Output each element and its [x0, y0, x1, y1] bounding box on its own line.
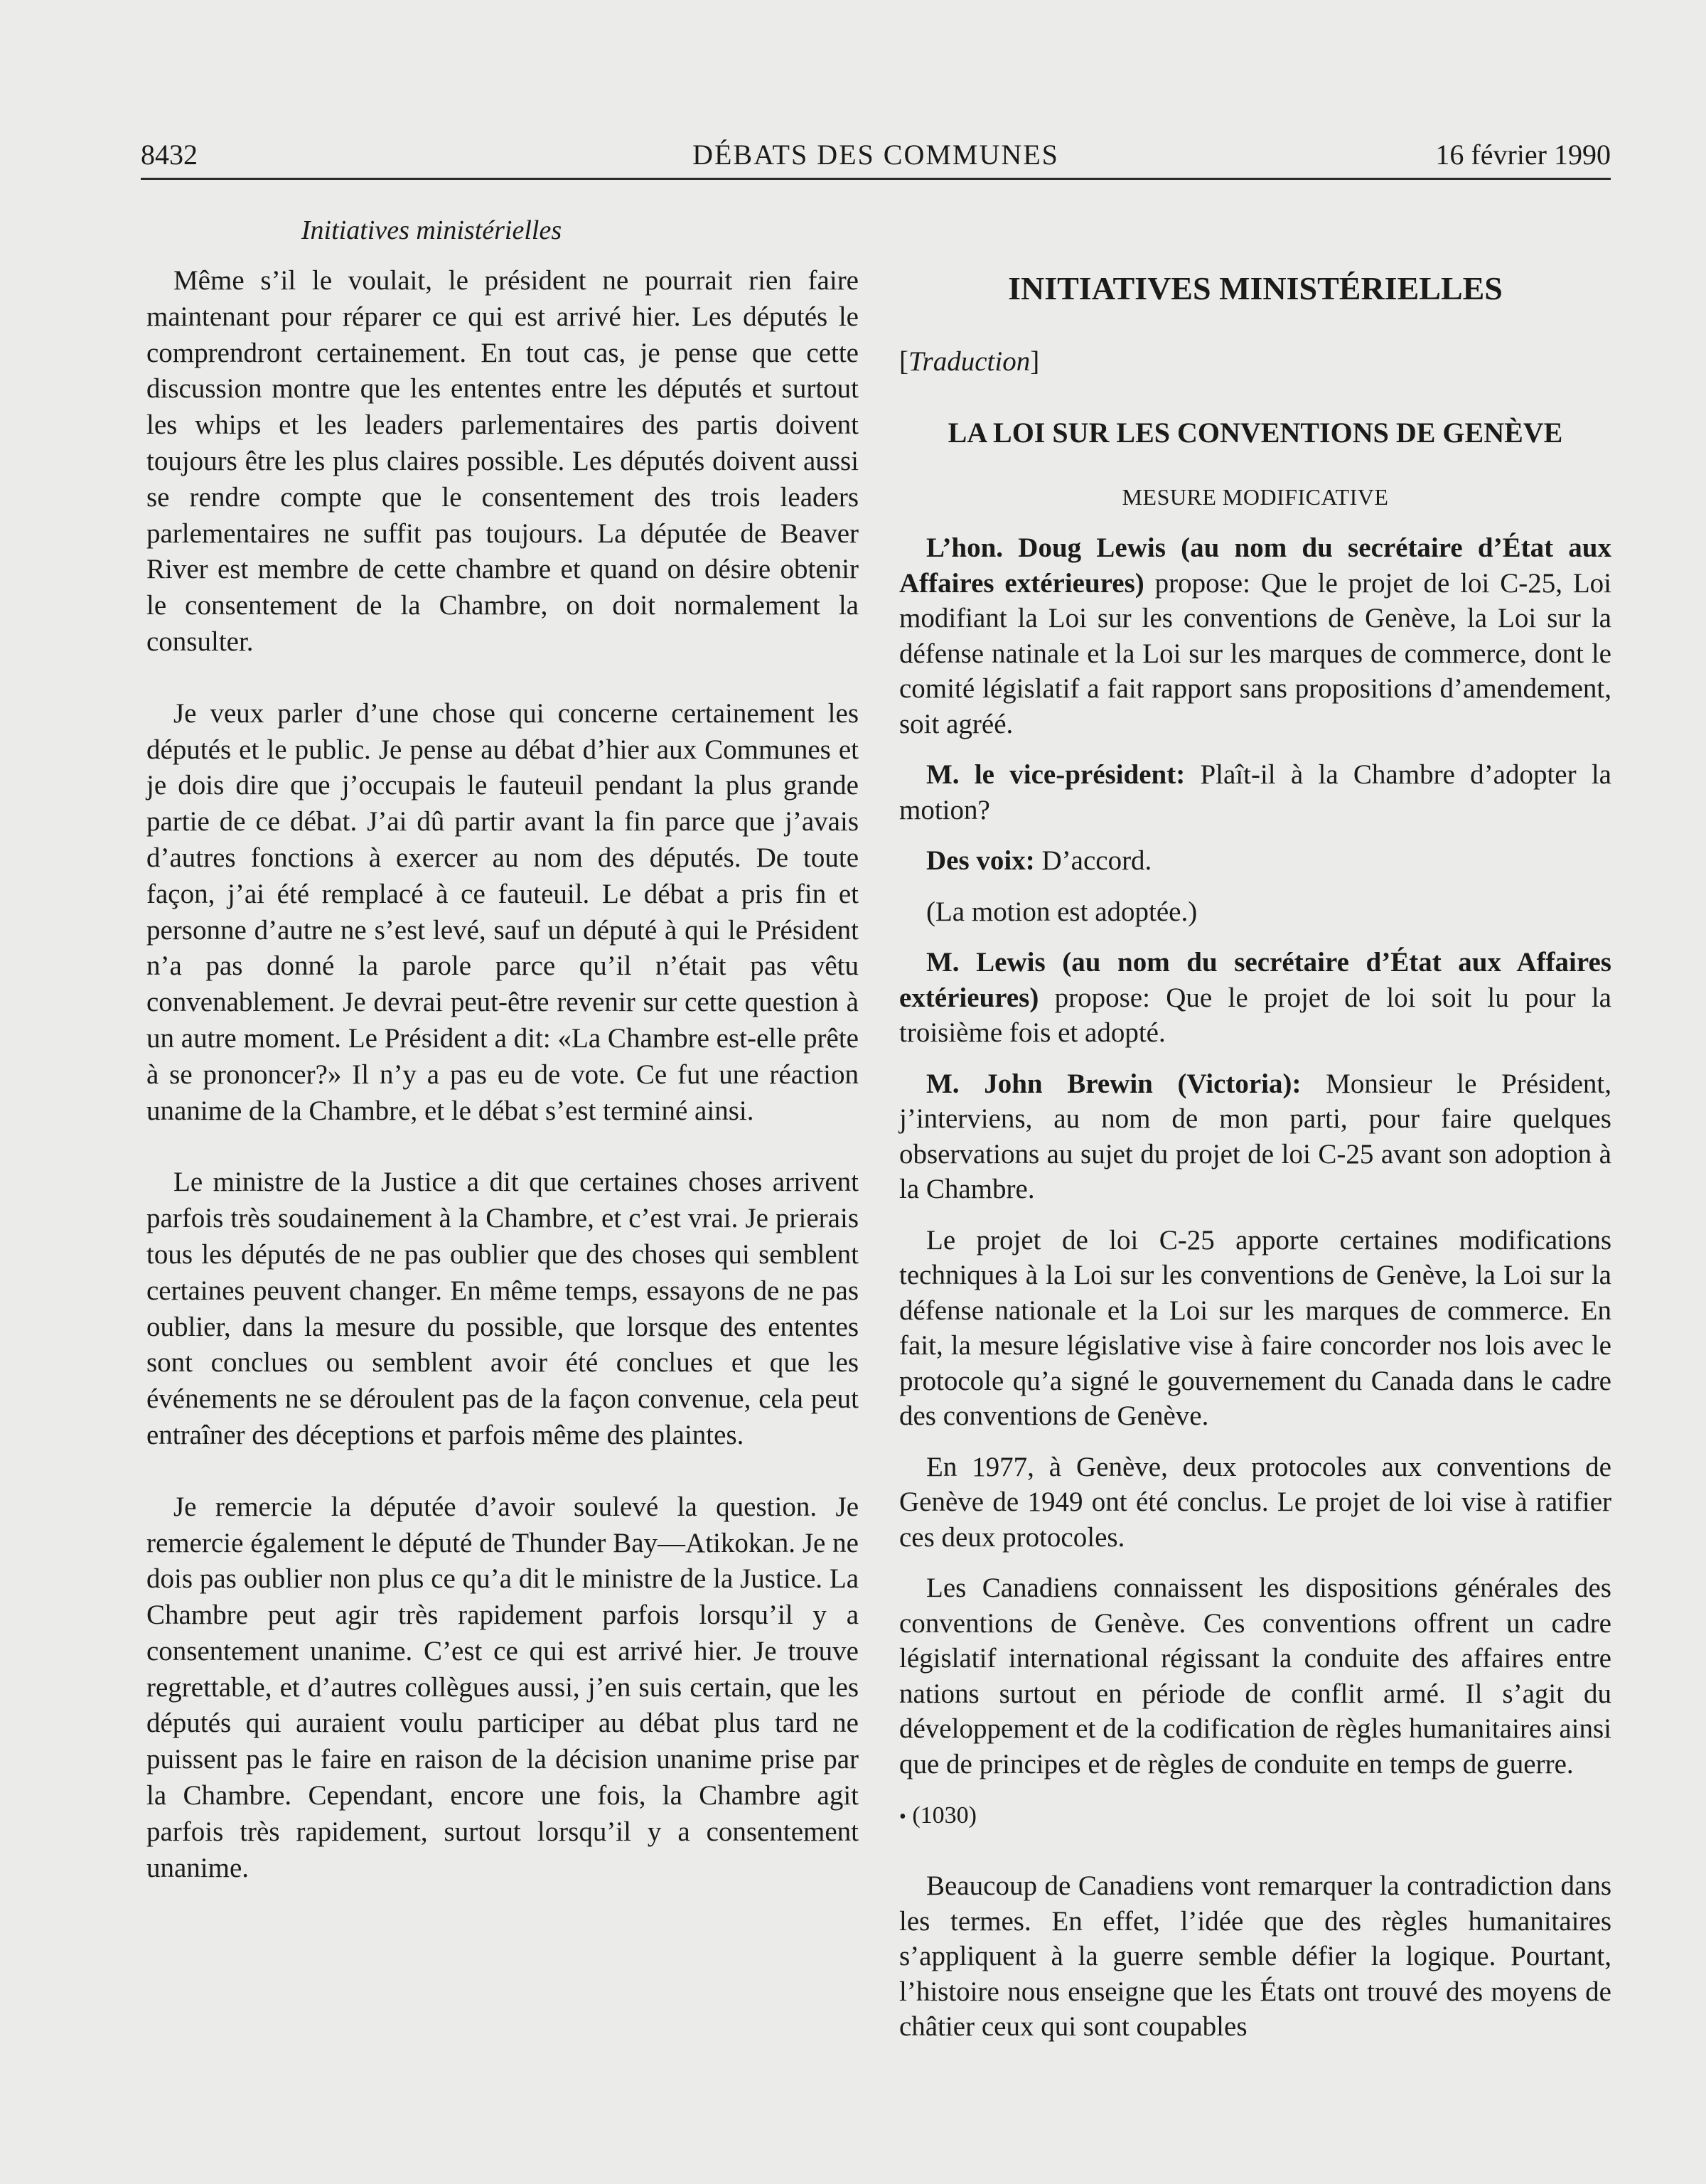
speaker-name: Des voix: — [926, 845, 1035, 876]
speaker-name: M. Lewis (au nom du secrétaire d’État aux Affaires extérieures) — [899, 947, 1611, 1013]
publication-title: DÉBATS DES COMMUNES — [692, 139, 1059, 171]
speech-text: Plaît-il à la Chambre d’adopter la motion? — [899, 759, 1611, 825]
speaker-name: M. John Brewin (Victoria): — [926, 1068, 1302, 1099]
voices-paragraph — [899, 843, 1611, 879]
speech-text: propose: Que le projet de loi soit lu pour la troisième fois et adopté. — [899, 982, 1611, 1048]
section-title: INITIATIVES MINISTÉRIELLES — [1008, 270, 1503, 306]
motion-adopted-note: (La motion est adoptée.) — [926, 896, 1198, 927]
right-column — [899, 213, 1611, 2045]
translation-label: Traduction — [908, 346, 1031, 377]
time-marker — [899, 1800, 1611, 1833]
body-paragraph: En 1977, à Genève, deux protocoles aux conventions de Genève de 1949 ont été conclus. Le projet de loi vise à ratifier ces deux protocoles. — [899, 1451, 1611, 1553]
bill-title: LA LOI SUR LES CONVENTIONS DE GENÈVE — [948, 417, 1563, 449]
left-paragraph-1: Même s’il le voulait, le président ne pourrait rien faire maintenant pour réparer ce qui est arrivé hier. Les députés le comprendront certainement. En tout cas, je pense que cette discussion montre que les ententes entre les députés et surtout les whips et les leaders parlementaires des partis doivent toujours être les plus claires possible. Les députés doivent aussi se rendre compte que le consentement des trois leaders parlementaires ne suffit pas toujours. La députée de Beaver River est membre de cette chambre et quand on désire obtenir le consentement de la Chambre, on doit normalement la consulter. — [146, 265, 859, 657]
bill-subheading: MESURE MODIFICATIVE — [1122, 484, 1389, 510]
speech-text: propose: Que le projet de loi C-25, Loi modifiant la Loi sur les conventions de Genève, la Loi sur la défense natinale et la Loi sur les marques de commerce, dont le comité législatif a fait rapport sans propositions d’amendement, soit agréé. — [899, 567, 1611, 739]
translation-note — [899, 344, 1611, 380]
left-column — [146, 213, 859, 1886]
translation-open-bracket: [ — [899, 346, 908, 377]
left-paragraph-3: Le ministre de la Justice a dit que certaines choses arrivent parfois très soudainement à la Chambre, et c’est vrai. Je prierais tous les députés de ne pas oublier que des choses qui semblent certaines peuvent changer. En même temps, essayons de ne pas oublier, dans la mesure du possible, que lorsque des ententes sont conclues ou semblent avoir été conclues et que les événements ne se déroulent pas de la façon convenue, cela peut entraîner des déceptions et parfois même des plaintes. — [146, 1167, 859, 1450]
page-number: 8432 — [141, 139, 198, 171]
speaker-name: M. le vice-président: — [926, 759, 1186, 790]
time-marker-text: (1030) — [912, 1802, 977, 1829]
body-paragraph: Le projet de loi C-25 apporte certaines modifications techniques à la Loi sur les conventions de Genève, la Loi sur la défense nationale et la Loi sur les marques de commerce. En fait, la mesure législative vise à faire concorder nos lois avec le protocole qu’a signé le gouvernement du Canada dans le cadre des conventions de Genève. — [899, 1224, 1611, 1431]
issue-date: 16 février 1990 — [1435, 139, 1611, 171]
third-reading-paragraph — [899, 945, 1611, 1051]
motion-paragraph — [899, 530, 1611, 742]
section-kicker: Initiatives ministérielles — [301, 215, 562, 245]
bullet-icon: • — [899, 1806, 906, 1828]
translation-close-bracket: ] — [1030, 346, 1040, 377]
running-header — [141, 134, 1611, 180]
vice-president-paragraph — [899, 757, 1611, 828]
left-paragraph-2: Je veux parler d’une chose qui concerne certainement les députés et le public. Je pense au débat d’hier aux Communes et je dois dire que j’occupais le fauteuil pendant la plus grande partie de ce débat. J’ai dû partir avant la fin parce que j’avais d’autres fonctions à exercer au nom des députés. De toute façon, j’ai été remplacé à ce fauteuil. Le débat a pris fin et personne d’autre ne s’est levé, sauf un député à qui le Président n’a pas donné la parole parce qu’il n’était pas vêtu convenablement. Je devrai peut-être revenir sur cette question à un autre moment. Le Président a dit: «La Chambre est-elle prête à se prononcer?» Il n’y a pas eu de vote. Ce fut une réaction unanime de la Chambre, et le débat s’est terminé ainsi. — [146, 697, 859, 1126]
body-paragraph: Beaucoup de Canadiens vont remarquer la contradiction dans les termes. En effet, l’idée que des règles humanitaires s’appliquent à la guerre semble défier la logique. Pourtant, l’histoire nous enseigne que les États ont trouvé des moyens de châtier ceux qui sont coupables — [899, 1870, 1611, 2042]
left-paragraph-4: Je remercie la députée d’avoir soulevé la question. Je remercie également le député de Thunder Bay—Atikokan. Je ne dois pas oublier non plus ce qu’a dit le ministre de la Justice. La Chambre peut agir très rapidement parfois lorsqu’il y a consentement unanime. C’est ce qui est arrivé hier. Je trouve regrettable, et d’autres collègues aussi, j’en suis certain, que les députés qui auraient voulu participer au débat plus tard ne puissent pas le faire en raison de la décision unanime prise par la Chambre. Cependant, encore une fois, la Chambre agit parfois très rapidement, surtout lorsqu’il y a consentement unanime. — [146, 1491, 859, 1883]
speech-text: D’accord. — [1034, 845, 1152, 876]
speaker-name: L’hon. Doug Lewis (au nom du secrétaire d’État aux Affaires extérieures) — [899, 532, 1611, 599]
brewin-paragraph — [899, 1066, 1611, 1207]
body-paragraph: Les Canadiens connaissent les dispositions générales des conventions de Genève. Ces conventions offrent un cadre législatif international régissant la conduite des affaires entre nations surtout en période de conflit armé. Il s’agit du développement et de la codification de règles humanitaires ainsi que de principes et de règles de conduite en temps de guerre. — [899, 1573, 1611, 1779]
speech-text: Monsieur le Président, j’interviens, au nom de mon parti, pour faire quelques observations au sujet du projet de loi C-25 avant son adoption à la Chambre. — [899, 1068, 1612, 1204]
